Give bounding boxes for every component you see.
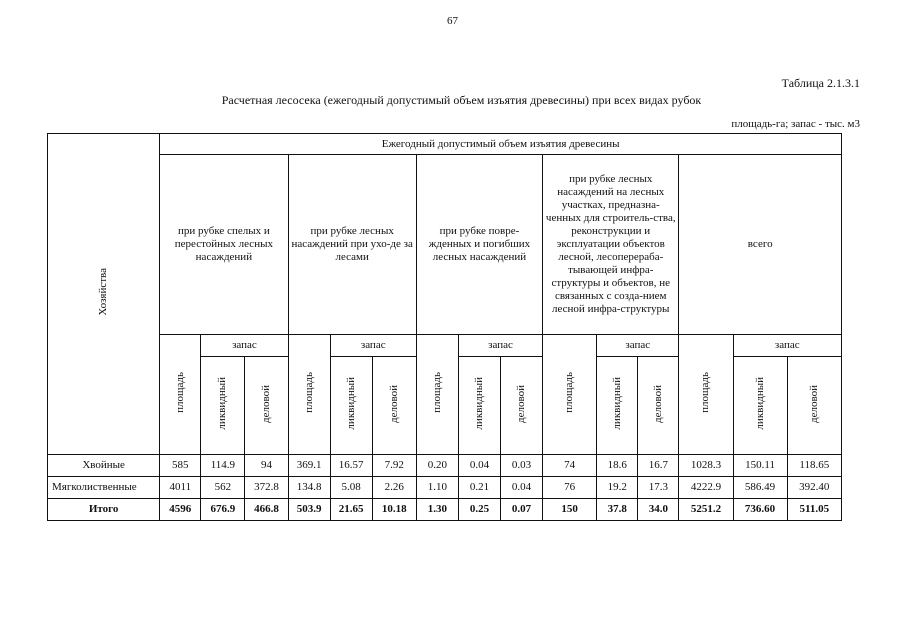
group-header-thinning: при рубке лесных насаждений при ухо-де за лесами	[288, 155, 416, 335]
liquid-header: ликвидный	[458, 357, 500, 455]
table-row	[48, 455, 842, 477]
value-cell: 736.60	[733, 499, 787, 521]
value-cell: 466.8	[245, 499, 288, 521]
value-cell: 4011	[160, 477, 201, 499]
value-cell: 21.65	[330, 499, 372, 521]
value-cell: 150.11	[733, 455, 787, 477]
liquid-header: ликвидный	[330, 357, 372, 455]
liquid-header: ликвидный	[733, 357, 787, 455]
farm-name-cell: Мягколиственные	[48, 477, 160, 499]
value-cell: 0.07	[501, 499, 543, 521]
area-header: площадь	[543, 335, 597, 455]
stock-header: запас	[458, 335, 542, 357]
value-cell: 676.9	[201, 499, 245, 521]
farms-header-label: Хозяйства	[97, 268, 110, 316]
annual-volume-header: Ежегодный допустимый объем изъятия древесины	[160, 134, 842, 155]
commercial-header: деловой	[372, 357, 416, 455]
value-cell: 511.05	[787, 499, 841, 521]
value-cell: 4596	[160, 499, 201, 521]
value-cell: 37.8	[597, 499, 638, 521]
farm-name-cell: Хвойные	[48, 455, 160, 477]
group-header-damaged: при рубке повре-жденных и погибших лесных насаждений	[416, 155, 542, 335]
value-cell: 0.20	[416, 455, 458, 477]
value-cell: 369.1	[288, 455, 330, 477]
value-cell: 0.25	[458, 499, 500, 521]
commercial-header: деловой	[638, 357, 679, 455]
value-cell: 1.30	[416, 499, 458, 521]
value-cell: 17.3	[638, 477, 679, 499]
value-cell: 1.10	[416, 477, 458, 499]
value-cell: 0.21	[458, 477, 500, 499]
value-cell: 18.6	[597, 455, 638, 477]
area-header: площадь	[416, 335, 458, 455]
value-cell: 16.7	[638, 455, 679, 477]
value-cell: 114.9	[201, 455, 245, 477]
value-cell: 134.8	[288, 477, 330, 499]
table-label: Таблица 2.1.3.1	[781, 76, 860, 90]
value-cell: 2.26	[372, 477, 416, 499]
value-cell: 74	[543, 455, 597, 477]
value-cell: 562	[201, 477, 245, 499]
table-caption: Расчетная лесосека (ежегодный допустимый объем изъятия древесины) при всех видах рубок	[221, 93, 702, 107]
group-header-construction: при рубке лесных насаждений на лесных участках, предназна-ченных для строитель-ства, реконструкции и эксплуатации объектов лесной, лесоперераба-тывающей инфра-структуры и объектов, не связанных с созда-нием лесной инфра-структуры	[543, 155, 679, 335]
table-row	[48, 477, 842, 499]
harvest-table	[47, 133, 842, 521]
commercial-header: деловой	[501, 357, 543, 455]
value-cell: 34.0	[638, 499, 679, 521]
value-cell: 10.18	[372, 499, 416, 521]
area-header: площадь	[679, 335, 733, 455]
group-header-total: всего	[679, 155, 842, 335]
stock-header: запас	[597, 335, 679, 357]
commercial-header: деловой	[787, 357, 841, 455]
farms-header	[48, 134, 160, 455]
farm-name-cell: Итого	[48, 499, 160, 521]
value-cell: 503.9	[288, 499, 330, 521]
area-header: площадь	[288, 335, 330, 455]
area-header: площадь	[160, 335, 201, 455]
value-cell: 7.92	[372, 455, 416, 477]
stock-header: запас	[201, 335, 288, 357]
value-cell: 16.57	[330, 455, 372, 477]
stock-header: запас	[733, 335, 842, 357]
value-cell: 0.03	[501, 455, 543, 477]
value-cell: 5.08	[330, 477, 372, 499]
value-cell: 1028.3	[679, 455, 733, 477]
liquid-header: ликвидный	[597, 357, 638, 455]
group-header-mature: при рубке спелых и перестойных лесных насаждений	[160, 155, 288, 335]
value-cell: 94	[245, 455, 288, 477]
value-cell: 372.8	[245, 477, 288, 499]
stock-header: запас	[330, 335, 416, 357]
value-cell: 585	[160, 455, 201, 477]
value-cell: 118.65	[787, 455, 841, 477]
units-note: площадь-га; запас - тыс. м3	[731, 118, 860, 130]
value-cell: 5251.2	[679, 499, 733, 521]
value-cell: 392.40	[787, 477, 841, 499]
commercial-header: деловой	[245, 357, 288, 455]
value-cell: 0.04	[458, 455, 500, 477]
value-cell: 19.2	[597, 477, 638, 499]
value-cell: 586.49	[733, 477, 787, 499]
value-cell: 0.04	[501, 477, 543, 499]
page-number: 67	[447, 15, 458, 27]
value-cell: 150	[543, 499, 597, 521]
liquid-header: ликвидный	[201, 357, 245, 455]
value-cell: 4222.9	[679, 477, 733, 499]
value-cell: 76	[543, 477, 597, 499]
table-row	[48, 499, 842, 521]
